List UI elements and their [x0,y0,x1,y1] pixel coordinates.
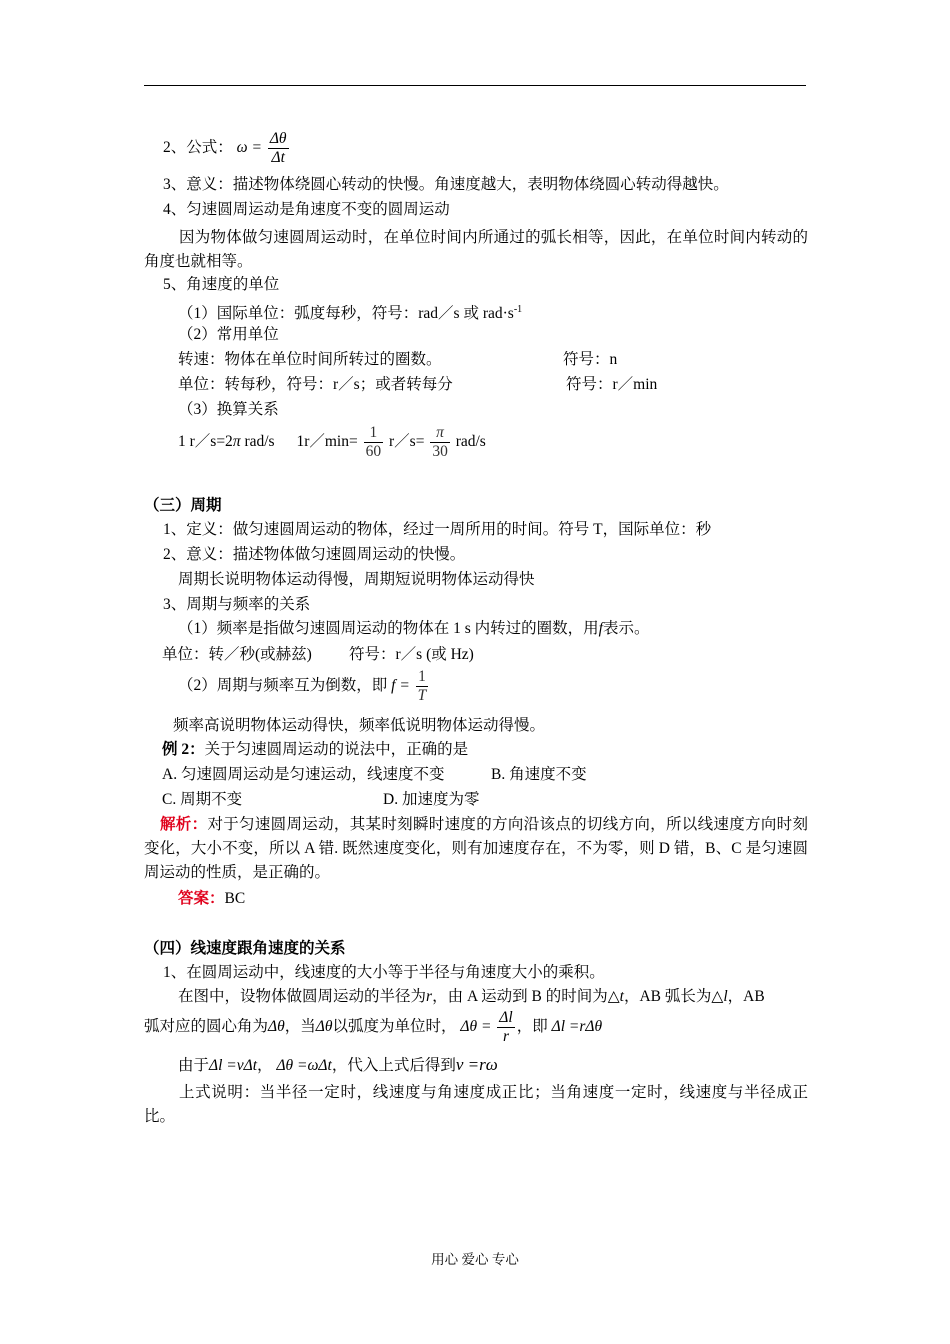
uniform-line: 4、匀速圆周运动是角速度不变的圆周运动 [163,201,450,218]
page-footer: 用心 爱心 专心 [431,1252,519,1267]
period-meaning: 2、意义：描述物体做匀速圆周运动的快慢。 [163,546,466,563]
frequency-definition: （1）频率是指做匀速圆周运动的物体在 1 s 内转过的圈数，用f表示。 [178,620,650,637]
period-explanation: 周期长说明物体运动得慢，周期短说明物体运动得快 [178,571,535,588]
option-d: D. 加速度为零 [383,791,480,808]
reason-paragraph: 因为物体做匀速圆周运动时，在单位时间内所通过的弧长相等，因此，在单位时间内转动的角度也就相等。 [144,229,808,270]
rotation-unit-symbol: 符号：r／min [566,376,658,393]
meaning-line: 3、意义：描述物体绕圆心转动的快慢。角速度越大，表明物体绕圆心转动得越快。 [163,176,729,193]
figure-description: 在图中，设物体做圆周运动的半径为r，由 A 运动到 B 的时间为△t，AB 弧长为△l，AB [178,988,765,1005]
rotation-symbol: 符号：n [563,351,618,368]
period-definition: 1、定义：做匀速圆周运动的物体，经过一周所用的时间。符号 T，国际单位：秒 [163,521,712,538]
conversion-heading: （3）换算关系 [178,401,279,418]
fraction-1-60: $\frac{1}{60}$ [365,423,382,460]
common-unit-line: （2）常用单位 [178,326,279,343]
option-a: A. 匀速圆周运动是匀速运动，线速度不变 [162,766,445,783]
answer-line: 答案：BC [178,890,246,907]
unit-heading: 5、角速度的单位 [163,276,280,293]
frequency-symbol: 符号：r／s (或 Hz) [349,646,474,663]
formula-line: 2、公式： ω = $\frac{\Delta\theta}{\Delta t}$ [163,130,287,166]
rotation-unit-line: 单位：转每秒，符号：r／s；或者转每分 [178,376,453,393]
fraction-dl-r: $\frac{\Delta l}{r}$ [499,1008,513,1045]
header-rule [144,85,806,86]
frequency-unit: 单位：转／秒(或赫兹) [162,646,312,663]
analysis-paragraph: 解析：对于匀速圆周运动，其某时刻瞬时速度的方向沿该点的切线方向，所以线速度方向时刻变化，大小不变，所以 A 错. 既然速度变化，则有加速度存在，不为零，则 D 错，B、C 是匀速圆周运动的性质，是正确的。 [144,816,808,881]
arc-angle-line: 弧对应的圆心角为Δθ，当Δθ以弧度为单位时， Δθ = $\frac{\Delta l}{r}$ ，即 Δl =rΔθ [144,1008,603,1045]
reciprocal-line: （2）周期与频率互为倒数，即 f = $\frac{1}{T}$ [178,667,427,704]
frequency-explanation: 频率高说明物体运动得快，频率低说明物体运动得慢。 [173,717,546,734]
section-relation: （四）线速度跟角速度的关系 [144,940,346,957]
conclusion-paragraph: 上式说明：当半径一定时，线速度与角速度成正比；当角速度一定时，线速度与半径成正比。 [144,1084,808,1125]
conversion-formula: 1 r／s=2π rad/s 1r／min= $\frac{1}{60}$ r／s= $\frac{\pi}{30}$ rad/s [178,423,486,460]
section-period: （三）周期 [144,497,222,514]
si-unit-line: （1）国际单位：弧度每秒，符号：rad／s 或 $rad\cdot s^{-1}$ [178,304,523,323]
option-b: B. 角速度不变 [491,766,587,783]
rotation-speed-line: 转速：物体在单位时间所转过的圈数。 [178,351,442,368]
example-2: 例 2：关于匀速圆周运动的说法中，正确的是 [162,741,469,758]
period-frequency-heading: 3、周期与频率的关系 [163,596,311,613]
derivation-line: 由于Δl =vΔt， Δθ =ωΔt，代入上式后得到v =rω [178,1055,498,1074]
option-c: C. 周期不变 [162,791,243,808]
fraction-pi-30: $\frac{\pi}{30}$ [432,423,448,460]
omega-fraction: $\frac{\Delta\theta}{\Delta t}$ [269,130,287,166]
relation-statement: 1、在圆周运动中，线速度的大小等于半径与角速度大小的乘积。 [163,964,605,981]
fraction-1-T: $\frac{1}{T}$ [417,667,427,704]
formula-label: 2、公式： [163,139,233,157]
